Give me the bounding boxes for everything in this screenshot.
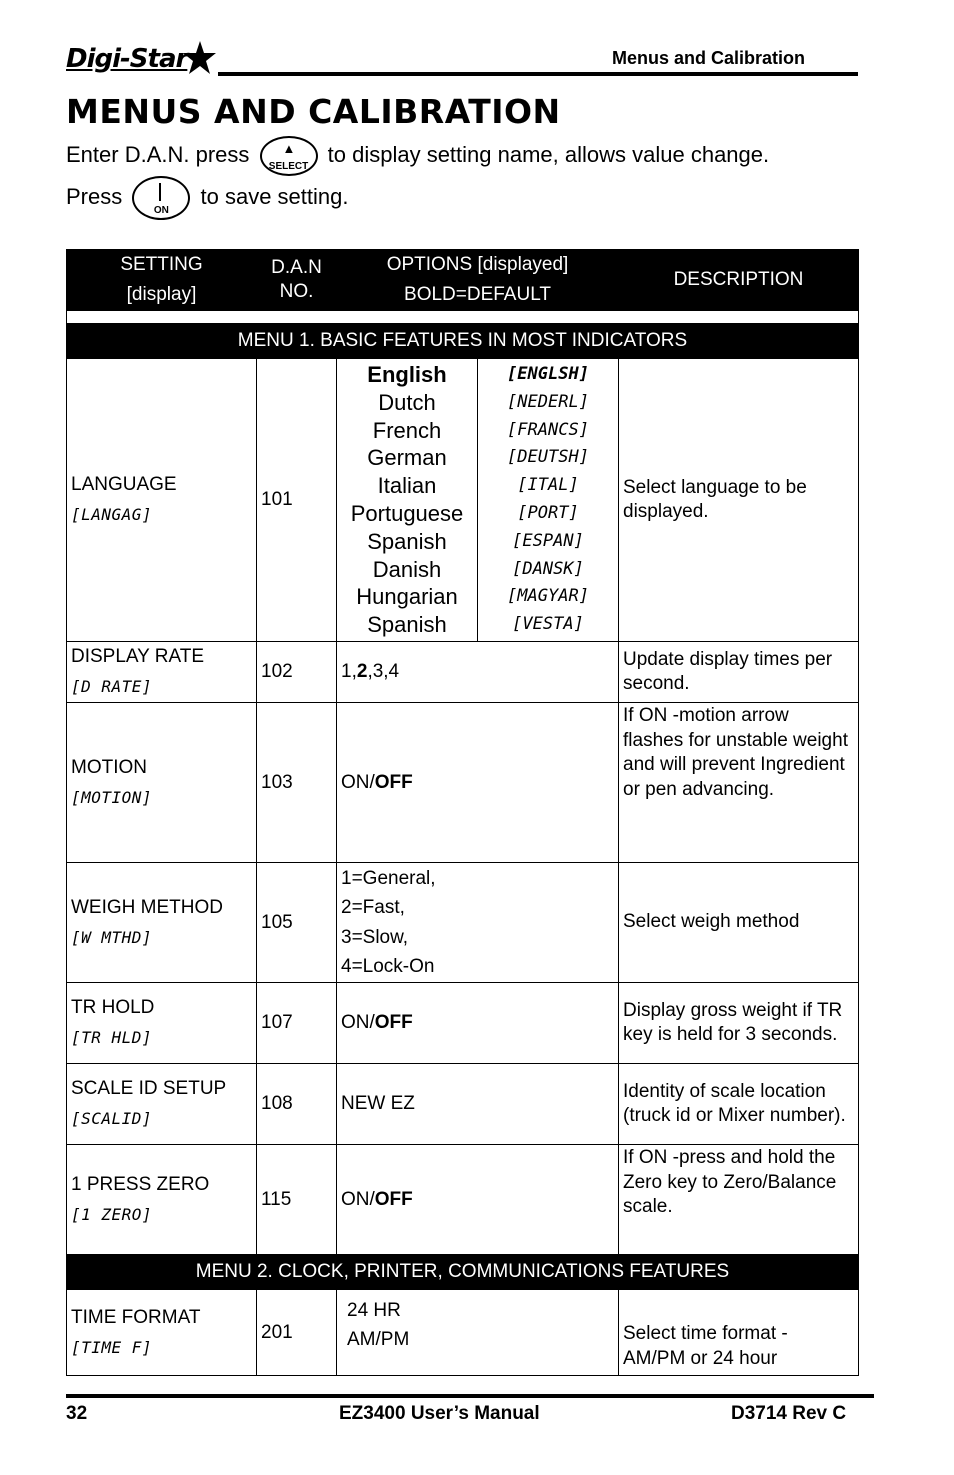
col-header-subtext: BOLD=DEFAULT [404, 284, 551, 305]
option-text: ON/ [341, 771, 375, 793]
doc-revision: D3714 Rev C [731, 1403, 847, 1424]
option-item: Dutch [378, 389, 436, 415]
displayed-item: [PORT] [517, 503, 579, 523]
section-title: MENU 1. BASIC FEATURES IN MOST INDICATORS [67, 324, 859, 359]
option-item: Spanish [367, 612, 447, 638]
setting-name: 1 PRESS ZERO [71, 1173, 210, 1195]
description-cell: Select time format - AM/PM or 24 hour [619, 1290, 859, 1376]
setting-cell [67, 642, 257, 703]
table-row [67, 642, 859, 703]
intro-text: Press [66, 183, 123, 209]
option-default: OFF [374, 1188, 413, 1210]
table-row [67, 983, 859, 1064]
options-cell [337, 1290, 619, 1376]
setting-display: [W MTHD] [71, 927, 153, 947]
language-displayed [478, 359, 619, 642]
setting-display: [TIME F] [71, 1337, 153, 1357]
option-item: Portuguese [350, 501, 464, 526]
displayed-item: [DEUTSH] [507, 447, 589, 468]
star-icon [180, 40, 216, 76]
select-button-icon [260, 136, 318, 176]
options-cell: NEW EZ [337, 1064, 619, 1145]
dan-cell: 102 [257, 642, 337, 703]
triangle-icon: ▲ [282, 141, 296, 156]
setting-display: [1 ZERO] [71, 1204, 153, 1224]
setting-cell [67, 1145, 257, 1255]
setting-cell [67, 983, 257, 1064]
option-item: 4=Lock-On [341, 956, 435, 977]
table-row [67, 1145, 859, 1255]
option-default: OFF [374, 771, 413, 793]
options-cell [337, 703, 619, 863]
page-title: MENUS AND CALIBRATION [66, 92, 561, 131]
options-cell [337, 863, 619, 983]
displayed-item: [ENGLSH] [507, 364, 589, 385]
intro-text: to display setting name, allows value change. [327, 141, 770, 167]
options-cell [337, 1145, 619, 1255]
col-header-setting [67, 250, 257, 311]
header-section-title: Menus and Calibration [612, 48, 806, 68]
table-row [67, 1064, 859, 1145]
setting-cell [67, 703, 257, 863]
description-cell: If ON -motion arrow flashes for unstable weight and will prevent Ingredient or pen advancing. [619, 703, 859, 863]
section-row-menu2 [67, 1255, 859, 1290]
on-button-label: ON [153, 205, 169, 216]
description-cell: Display gross weight if TR key is held for 3 seconds. [619, 983, 859, 1064]
dan-cell: 108 [257, 1064, 337, 1145]
setting-cell [67, 863, 257, 983]
description-cell: If ON -press and hold the Zero key to Zero/Balance scale. [619, 1145, 859, 1255]
on-button-icon [132, 176, 190, 220]
option-item: English [367, 362, 447, 388]
setting-name: TR HOLD [71, 997, 155, 1018]
setting-name: SCALE ID SETUP [71, 1078, 227, 1099]
spacer-row [67, 311, 859, 324]
intro-line-1 [66, 136, 769, 176]
setting-name: DISPLAY RATE [71, 646, 205, 667]
col-header-text: SETTING [120, 254, 203, 275]
table-row [67, 359, 859, 642]
displayed-item: [VESTA] [512, 614, 584, 635]
description-cell: Identity of scale location (truck id or Mixer number). [619, 1064, 859, 1145]
intro-text: to save setting. [200, 183, 349, 209]
setting-cell [67, 359, 257, 642]
setting-name: TIME FORMAT [71, 1306, 201, 1328]
dan-cell: 201 [257, 1290, 337, 1376]
option-item: 1=General, [341, 867, 436, 889]
section-title: MENU 2. CLOCK, PRINTER, COMMUNICATIONS FEATURES [67, 1255, 859, 1290]
option-item: Spanish [367, 528, 447, 554]
options-cell [337, 983, 619, 1064]
option-item: 24 HR [347, 1300, 401, 1321]
displayed-item: [ITAL] [517, 475, 579, 496]
dan-cell: 101 [257, 359, 337, 642]
option-item: German [367, 445, 447, 471]
displayed-item: [MAGYAR] [507, 586, 589, 607]
col-header-text: OPTIONS [displayed] [386, 254, 569, 275]
header-rule [218, 72, 858, 76]
setting-name: MOTION [71, 756, 147, 778]
settings-table [66, 249, 859, 1376]
power-bar-icon [159, 183, 161, 201]
setting-display: [D RATE] [71, 677, 153, 696]
description-cell: Update display times per second. [619, 642, 859, 703]
dan-cell: 115 [257, 1145, 337, 1255]
description-cell: Select weigh method [619, 863, 859, 983]
dan-cell: 107 [257, 983, 337, 1064]
section-row-menu1 [67, 324, 859, 359]
option-item: Danish [372, 556, 442, 582]
displayed-item: [DANSK] [512, 558, 584, 579]
col-header-subtext: NO. [279, 281, 314, 302]
intro-text: Enter D.A.N. press [66, 141, 250, 167]
setting-cell [67, 1064, 257, 1145]
option-text: 1, [341, 661, 357, 682]
col-header-text: D.A.N [271, 257, 322, 278]
page-number: 32 [66, 1403, 88, 1424]
footer-rule [66, 1394, 874, 1398]
option-default: OFF [374, 1012, 413, 1033]
dan-cell: 105 [257, 863, 337, 983]
dan-cell: 103 [257, 703, 337, 863]
description-cell: Select language to be displayed. [619, 359, 859, 642]
setting-name: LANGUAGE [71, 474, 177, 495]
col-header-description: DESCRIPTION [619, 250, 859, 311]
option-text: ON/ [341, 1188, 375, 1210]
manual-title: EZ3400 User’s Manual [339, 1403, 540, 1424]
option-text: ,3,4 [367, 661, 400, 682]
option-item: 2=Fast, [341, 897, 405, 918]
col-header-subtext: [display] [126, 284, 197, 305]
setting-display: [SCALID] [71, 1109, 153, 1128]
select-button-label: SELECT [268, 161, 309, 172]
displayed-item: [FRANCS] [507, 419, 589, 440]
setting-display: [MOTION] [71, 787, 153, 807]
option-item: Italian [377, 473, 437, 499]
setting-display: [LANGAG] [71, 505, 153, 524]
col-header-options [337, 250, 619, 311]
displayed-item: [NEDERL] [507, 391, 589, 412]
brand-logo: Digi-Star [66, 44, 188, 74]
option-default: 2 [356, 661, 368, 682]
options-cell [337, 642, 619, 703]
table-row [67, 863, 859, 983]
option-item: 3=Slow, [341, 926, 409, 948]
language-options [337, 359, 478, 642]
table-row [67, 1290, 859, 1376]
option-item: AM/PM [347, 1329, 410, 1350]
setting-cell [67, 1290, 257, 1376]
setting-display: [TR HLD] [71, 1028, 153, 1047]
option-text: ON/ [341, 1012, 375, 1033]
setting-name: WEIGH METHOD [71, 896, 223, 918]
option-item: French [372, 417, 442, 443]
option-item: Hungarian [356, 584, 458, 610]
table-header-row [67, 250, 859, 311]
table-row [67, 703, 859, 863]
displayed-item: [ESPAN] [512, 530, 584, 551]
intro-line-2 [66, 176, 348, 220]
col-header-dan [257, 250, 337, 311]
